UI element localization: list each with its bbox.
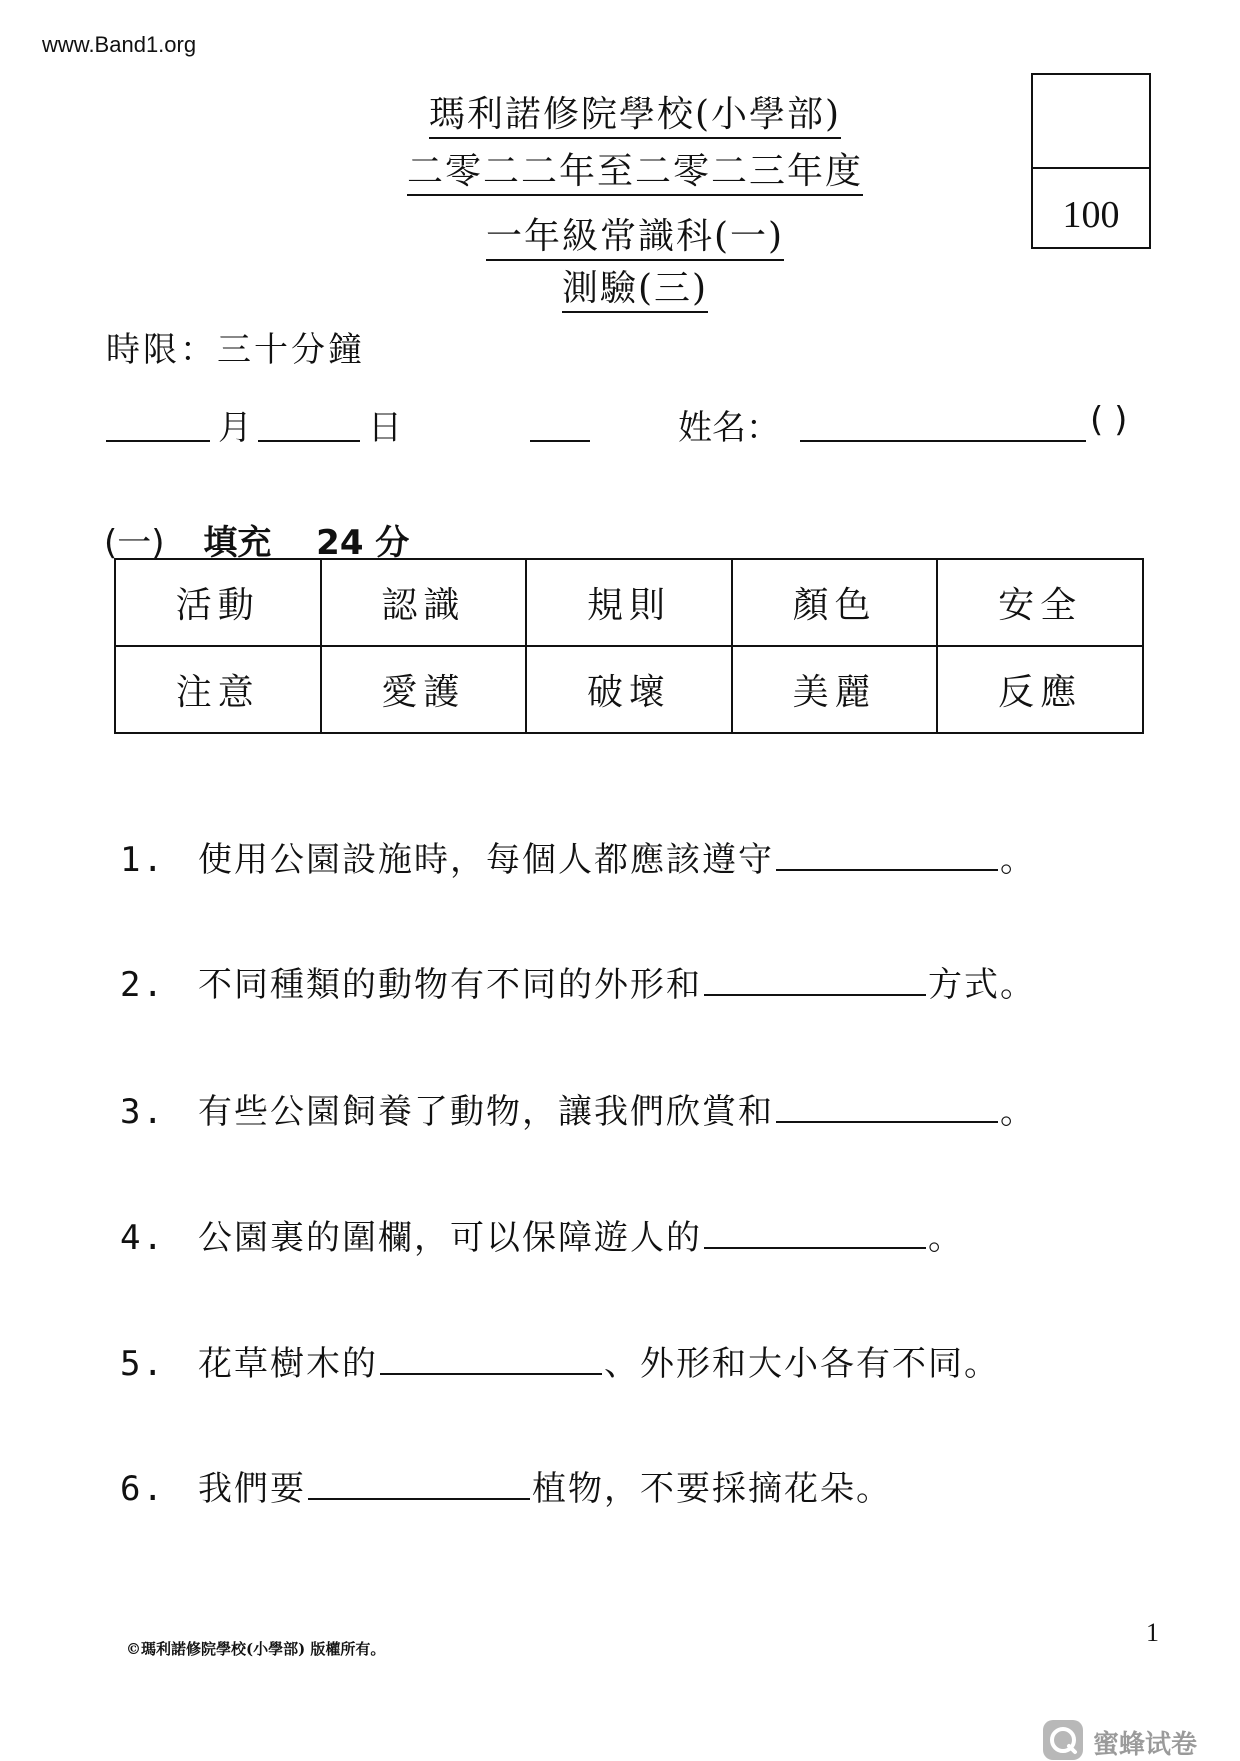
section-marks: 24 分 (316, 523, 410, 563)
word-cell: 規則 (526, 559, 732, 646)
word-cell: 注意 (115, 646, 321, 733)
name-label: 姓名： (678, 408, 780, 448)
test-title: 測驗(三) (0, 260, 1240, 311)
question-text: 我們要 (198, 1469, 306, 1509)
word-cell: 認識 (321, 559, 527, 646)
question-number: 5. (120, 1344, 165, 1384)
copyright-notice: ©瑪利諾修院學校(小學部) 版權所有。 (126, 1640, 386, 1658)
question-text: 不同種類的動物有不同的外形和 (198, 965, 702, 1005)
word-cell: 美麗 (732, 646, 938, 733)
day-blank[interactable] (258, 440, 360, 442)
class-number-brackets: ( ) (1090, 400, 1128, 440)
question-3 (120, 1084, 1036, 1133)
answer-blank[interactable] (704, 1246, 926, 1249)
word-bank-row (115, 559, 1143, 646)
answer-blank[interactable] (308, 1497, 530, 1500)
word-cell: 安全 (937, 559, 1143, 646)
section-number: (一) (104, 523, 165, 563)
class-blank[interactable] (530, 440, 590, 442)
question-text-after: 方式。 (928, 965, 1036, 1005)
question-text: 有些公園飼養了動物，讓我們欣賞和 (198, 1092, 774, 1132)
question-text-after: 。 (1000, 840, 1036, 880)
school-name: 瑪利諾修院學校(小學部) (0, 86, 1240, 137)
section-heading (104, 515, 409, 564)
month-blank[interactable] (106, 440, 210, 442)
word-cell: 反應 (937, 646, 1143, 733)
question-number: 1. (120, 840, 165, 880)
answer-blank[interactable] (380, 1372, 602, 1375)
school-year: 二零二二年至二零二三年度 (0, 143, 1240, 194)
watermark-text: 蜜蜂试卷 (1093, 1730, 1198, 1760)
question-text-after: 。 (1000, 1092, 1036, 1132)
day-label: 日 (368, 408, 402, 448)
subject-title: 一年級常識科(一) (0, 208, 1240, 259)
question-6 (120, 1461, 892, 1510)
question-text: 花草樹木的 (198, 1344, 378, 1384)
question-number: 3. (120, 1092, 165, 1132)
word-bank-table (114, 558, 1144, 734)
name-blank[interactable] (800, 440, 1086, 442)
question-text: 使用公園設施時，每個人都應該遵守 (198, 840, 774, 880)
total-score: 100 (1062, 194, 1120, 236)
question-text-after: 、外形和大小各有不同。 (604, 1344, 1000, 1384)
question-number: 6. (120, 1469, 165, 1509)
question-text: 公園裏的圍欄，可以保障遊人的 (198, 1218, 702, 1258)
section-title: 填充 (203, 523, 272, 563)
question-text-after: 植物，不要採摘花朵。 (532, 1469, 892, 1509)
score-box-divider (1033, 167, 1149, 169)
question-4 (120, 1210, 964, 1259)
word-bank-row (115, 646, 1143, 733)
question-number: 4. (120, 1218, 165, 1258)
word-cell: 顏色 (732, 559, 938, 646)
website-url: www.Band1.org (42, 32, 197, 57)
answer-blank[interactable] (776, 1120, 998, 1123)
question-text-after: 。 (928, 1218, 964, 1258)
page-number: 1 (1146, 1618, 1159, 1647)
time-limit: 時限：三十分鐘 (106, 330, 365, 370)
question-2 (120, 957, 1036, 1006)
word-cell: 破壞 (526, 646, 732, 733)
question-5 (120, 1336, 1000, 1385)
answer-blank[interactable] (776, 868, 998, 871)
month-label: 月 (218, 408, 252, 448)
answer-blank[interactable] (704, 993, 926, 996)
question-number: 2. (120, 965, 165, 1005)
question-1 (120, 832, 1036, 881)
word-cell: 活動 (115, 559, 321, 646)
score-box (1031, 73, 1151, 249)
word-cell: 愛護 (321, 646, 527, 733)
bee-logo-icon (1043, 1720, 1083, 1760)
